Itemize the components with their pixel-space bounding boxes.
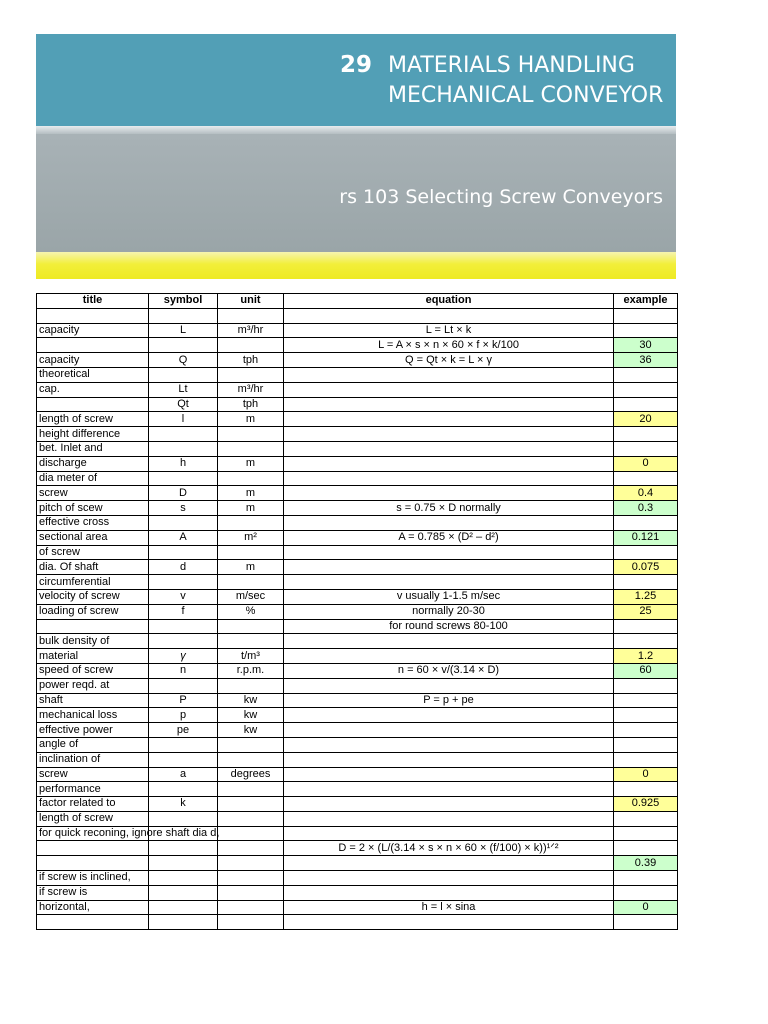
table-row [37,885,678,900]
cell-equation[interactable] [284,382,614,397]
cell-symbol[interactable] [149,678,218,693]
table-row [37,323,678,338]
table-row [37,797,678,812]
cell-unit[interactable] [218,338,284,353]
table-row [37,456,678,471]
cell-title[interactable]: length of screw [37,811,149,826]
table-row [37,353,678,368]
table-row [37,530,678,545]
cell-example[interactable] [614,515,678,530]
cell-example[interactable] [614,737,678,752]
cell-example[interactable] [614,871,678,886]
cell-symbol[interactable] [149,545,218,560]
cell-title[interactable]: discharge [37,456,149,471]
cell-equation[interactable] [284,856,614,871]
cell-symbol[interactable] [149,634,218,649]
cell-equation[interactable] [284,678,614,693]
cell-title[interactable]: factor related to [37,797,149,812]
cell-symbol[interactable]: Lt [149,382,218,397]
cell-equation[interactable] [284,782,614,797]
cell-example[interactable]: 0.4 [614,486,678,501]
cell-unit[interactable] [218,871,284,886]
cell-symbol[interactable] [149,427,218,442]
chapter-title-line2: MECHANICAL CONVEYOR [388,83,664,108]
cell-title[interactable]: of screw [37,545,149,560]
table-row [37,397,678,412]
cell-symbol[interactable] [149,471,218,486]
table-row [37,826,678,841]
table-row [37,856,678,871]
cell-unit[interactable] [218,678,284,693]
cell-unit[interactable] [218,811,284,826]
cell-unit[interactable]: tph [218,353,284,368]
cell-example[interactable]: 0 [614,456,678,471]
table-row [37,441,678,456]
cell-equation[interactable]: L = A × s × n × 60 × f × k/100 [284,338,614,353]
cell-unit[interactable] [218,471,284,486]
cell-equation[interactable] [284,397,614,412]
cell-title[interactable]: shaft [37,693,149,708]
cell-title[interactable]: if screw is [37,885,149,900]
cell-equation[interactable]: h = l × sina [284,900,614,915]
cell-title[interactable]: sectional area [37,530,149,545]
cell-unit[interactable] [218,915,284,930]
cell-example[interactable]: 0 [614,767,678,782]
cell-symbol[interactable] [149,811,218,826]
cell-equation[interactable] [284,471,614,486]
cell-unit[interactable] [218,797,284,812]
table-row [37,693,678,708]
cell-equation[interactable]: s = 0.75 × D normally [284,501,614,516]
table-row [37,367,678,382]
cell-equation[interactable]: for round screws 80-100 [284,619,614,634]
table-row [37,767,678,782]
table-body [37,308,678,929]
cell-example[interactable] [614,752,678,767]
cell-equation[interactable]: normally 20-30 [284,604,614,619]
table-row [37,338,678,353]
cell-title[interactable]: effective power [37,723,149,738]
cell-unit[interactable] [218,427,284,442]
cell-title[interactable]: theoretical [37,367,149,382]
cell-example[interactable] [614,723,678,738]
cell-symbol[interactable]: k [149,797,218,812]
table-row [37,604,678,619]
cell-unit[interactable] [218,737,284,752]
table-row [37,427,678,442]
cell-symbol[interactable] [149,619,218,634]
cell-equation[interactable] [284,708,614,723]
cell-equation[interactable] [284,634,614,649]
cell-symbol[interactable] [149,841,218,856]
cell-symbol[interactable]: a [149,767,218,782]
cell-symbol[interactable] [149,575,218,590]
cell-symbol[interactable]: l [149,412,218,427]
cell-example[interactable] [614,915,678,930]
cell-title[interactable]: performance [37,782,149,797]
cell-unit[interactable]: r.p.m. [218,663,284,678]
cell-title[interactable]: angle of [37,737,149,752]
cell-title[interactable]: dia. Of shaft [37,560,149,575]
cell-symbol[interactable]: Qt [149,397,218,412]
cell-symbol[interactable] [149,441,218,456]
cell-example[interactable] [614,782,678,797]
cell-example[interactable] [614,441,678,456]
cell-title[interactable]: horizontal, [37,900,149,915]
cell-equation[interactable] [284,515,614,530]
cell-symbol[interactable]: P [149,693,218,708]
table-row [37,871,678,886]
cell-title[interactable]: cap. [37,382,149,397]
table-row [37,515,678,530]
cell-title[interactable]: capacity [37,353,149,368]
cell-equation[interactable]: D = 2 × (L/(3.14 × s × n × 60 × (f/100) × k))¹ᐟ² [284,841,614,856]
cell-example[interactable] [614,545,678,560]
chapter-number: 29 [340,52,373,78]
cell-title[interactable] [37,308,149,323]
cell-example[interactable] [614,826,678,841]
cell-title[interactable]: for quick reconing, ignore shaft dia d, [37,826,149,841]
cell-equation[interactable] [284,545,614,560]
cell-title[interactable]: velocity of screw [37,589,149,604]
chapter-banner [36,34,676,126]
cell-example[interactable]: 0.121 [614,530,678,545]
table-row [37,678,678,693]
cell-title[interactable] [37,915,149,930]
cell-equation[interactable] [284,560,614,575]
cell-title[interactable]: dia meter of [37,471,149,486]
cell-example[interactable]: 0 [614,900,678,915]
table-row [37,782,678,797]
cell-unit[interactable]: m³/hr [218,323,284,338]
cell-title[interactable]: capacity [37,323,149,338]
cell-example[interactable]: 20 [614,412,678,427]
cell-unit[interactable] [218,619,284,634]
cell-title[interactable]: height difference [37,427,149,442]
cell-unit[interactable]: m³/hr [218,382,284,397]
table-row [37,811,678,826]
cell-title[interactable]: bulk density of [37,634,149,649]
table-row [37,501,678,516]
cell-example[interactable] [614,367,678,382]
table-row [37,900,678,915]
cell-symbol[interactable]: p [149,708,218,723]
cell-example[interactable] [614,427,678,442]
cell-example[interactable] [614,708,678,723]
cell-equation[interactable] [284,575,614,590]
cell-equation[interactable]: v usually 1-1.5 m/sec [284,589,614,604]
cell-symbol[interactable]: n [149,663,218,678]
cell-example[interactable]: 25 [614,604,678,619]
cell-equation[interactable] [284,737,614,752]
cell-symbol[interactable]: L [149,323,218,338]
cell-symbol[interactable]: f [149,604,218,619]
banner-divider [36,126,676,134]
cell-symbol[interactable] [149,915,218,930]
cell-unit[interactable]: m [218,412,284,427]
cell-title[interactable]: speed of screw [37,663,149,678]
accent-bar [36,252,676,279]
header-equation: equation [284,294,614,309]
cell-equation[interactable] [284,797,614,812]
cell-unit[interactable] [218,856,284,871]
cell-unit[interactable] [218,575,284,590]
cell-equation[interactable]: n = 60 × v/(3.14 × D) [284,663,614,678]
cell-title[interactable]: screw [37,767,149,782]
cell-title[interactable] [37,856,149,871]
table-row [37,545,678,560]
table-row [37,634,678,649]
cell-equation[interactable] [284,826,614,841]
table-row [37,841,678,856]
cell-unit[interactable]: t/m³ [218,649,284,664]
cell-title[interactable]: if screw is inclined, [37,871,149,886]
cell-symbol[interactable] [149,752,218,767]
table-row [37,649,678,664]
cell-example[interactable]: 0.3 [614,501,678,516]
header-example: example [614,294,678,309]
table-row [37,915,678,930]
cell-title[interactable]: material [37,649,149,664]
cell-unit[interactable] [218,841,284,856]
cell-equation[interactable] [284,885,614,900]
cell-symbol[interactable]: s [149,501,218,516]
cell-title[interactable] [37,841,149,856]
cell-unit[interactable]: m [218,501,284,516]
cell-symbol[interactable] [149,885,218,900]
cell-example[interactable] [614,885,678,900]
cell-unit[interactable] [218,826,284,841]
cell-equation[interactable] [284,308,614,323]
cell-unit[interactable]: kw [218,693,284,708]
header-title: title [37,294,149,309]
cell-example[interactable] [614,693,678,708]
cell-symbol[interactable] [149,515,218,530]
cell-symbol[interactable] [149,856,218,871]
cell-unit[interactable] [218,782,284,797]
table-row [37,575,678,590]
cell-equation[interactable]: Q = Qt × k = L × γ [284,353,614,368]
cell-symbol[interactable] [149,367,218,382]
table-row [37,723,678,738]
table-row [37,412,678,427]
cell-unit[interactable] [218,900,284,915]
cell-title[interactable]: circumferential [37,575,149,590]
cell-symbol[interactable] [149,338,218,353]
cell-title[interactable]: effective cross [37,515,149,530]
section-title: rs 103 Selecting Screw Conveyors [339,186,663,208]
cell-equation[interactable]: P = p + pe [284,693,614,708]
cell-symbol[interactable]: A [149,530,218,545]
cell-title[interactable]: screw [37,486,149,501]
cell-equation[interactable] [284,752,614,767]
cell-equation[interactable] [284,367,614,382]
cell-symbol[interactable]: Q [149,353,218,368]
cell-title[interactable]: loading of screw [37,604,149,619]
cell-unit[interactable]: kw [218,723,284,738]
cell-title[interactable]: power reqd. at [37,678,149,693]
cell-unit[interactable]: tph [218,397,284,412]
cell-example[interactable] [614,811,678,826]
cell-title[interactable]: inclination of [37,752,149,767]
cell-example[interactable] [614,323,678,338]
chapter-title-line1: MATERIALS HANDLING [388,53,635,78]
table-row [37,486,678,501]
cell-title[interactable]: length of screw [37,412,149,427]
cell-example[interactable]: 60 [614,663,678,678]
cell-example[interactable] [614,841,678,856]
cell-example[interactable] [614,397,678,412]
cell-symbol[interactable]: γ [149,649,218,664]
cell-equation[interactable]: A = 0.785 × (D² – d²) [284,530,614,545]
cell-equation[interactable] [284,412,614,427]
cell-example[interactable]: 0.075 [614,560,678,575]
cell-equation[interactable] [284,486,614,501]
cell-example[interactable] [614,634,678,649]
cell-unit[interactable]: degrees [218,767,284,782]
table-row [37,589,678,604]
cell-unit[interactable] [218,545,284,560]
cell-example[interactable] [614,471,678,486]
table-row [37,663,678,678]
chapter-title [388,51,663,111]
cell-unit[interactable]: % [218,604,284,619]
cell-unit[interactable] [218,367,284,382]
cell-symbol[interactable] [149,900,218,915]
cell-unit[interactable]: m [218,456,284,471]
calculation-table [36,293,678,930]
table-row [37,737,678,752]
cell-unit[interactable] [218,885,284,900]
cell-equation[interactable] [284,441,614,456]
cell-example[interactable] [614,619,678,634]
cell-title[interactable] [37,338,149,353]
cell-equation[interactable]: L = Lt × k [284,323,614,338]
table-row [37,708,678,723]
cell-example[interactable] [614,575,678,590]
header-unit: unit [218,294,284,309]
cell-example[interactable] [614,678,678,693]
cell-symbol[interactable]: v [149,589,218,604]
cell-symbol[interactable] [149,782,218,797]
cell-unit[interactable]: m² [218,530,284,545]
cell-equation[interactable] [284,649,614,664]
cell-title[interactable]: pitch of scew [37,501,149,516]
cell-unit[interactable] [218,308,284,323]
cell-unit[interactable]: m/sec [218,589,284,604]
cell-unit[interactable] [218,752,284,767]
cell-example[interactable]: 1.25 [614,589,678,604]
table-row [37,382,678,397]
cell-equation[interactable] [284,723,614,738]
cell-example[interactable] [614,382,678,397]
cell-unit[interactable] [218,515,284,530]
cell-symbol[interactable]: pe [149,723,218,738]
table-row [37,560,678,575]
cell-symbol[interactable]: h [149,456,218,471]
cell-symbol[interactable] [149,871,218,886]
cell-equation[interactable] [284,456,614,471]
cell-equation[interactable] [284,427,614,442]
cell-equation[interactable] [284,871,614,886]
cell-unit[interactable]: m [218,560,284,575]
cell-example[interactable]: 0.39 [614,856,678,871]
cell-symbol[interactable] [149,737,218,752]
cell-title[interactable] [37,619,149,634]
cell-symbol[interactable]: d [149,560,218,575]
cell-unit[interactable] [218,634,284,649]
cell-title[interactable] [37,397,149,412]
table-row [37,471,678,486]
cell-title[interactable]: bet. Inlet and [37,441,149,456]
cell-symbol[interactable] [149,308,218,323]
cell-equation[interactable] [284,811,614,826]
cell-unit[interactable]: kw [218,708,284,723]
cell-unit[interactable] [218,441,284,456]
table-row [37,752,678,767]
cell-unit[interactable]: m [218,486,284,501]
table-row [37,308,678,323]
section-banner [36,134,676,252]
cell-example[interactable]: 1.2 [614,649,678,664]
table-row [37,619,678,634]
cell-symbol[interactable]: D [149,486,218,501]
cell-equation[interactable] [284,915,614,930]
cell-equation[interactable] [284,767,614,782]
table-header-row [37,294,678,309]
cell-example[interactable]: 36 [614,353,678,368]
cell-title[interactable]: mechanical loss [37,708,149,723]
cell-example[interactable]: 30 [614,338,678,353]
header-symbol: symbol [149,294,218,309]
cell-example[interactable]: 0.925 [614,797,678,812]
cell-example[interactable] [614,308,678,323]
